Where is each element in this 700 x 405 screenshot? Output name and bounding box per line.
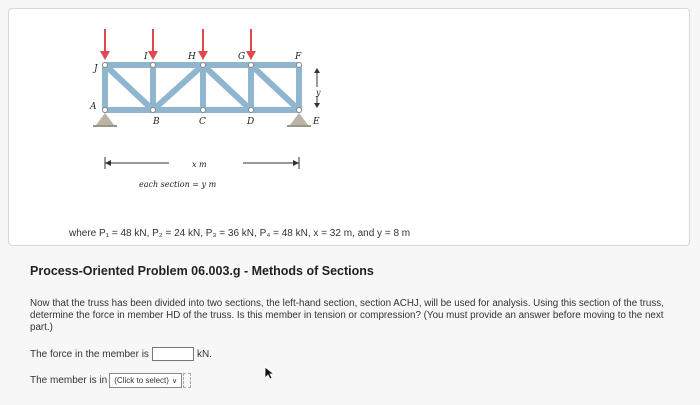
force-prompt: The force in the member is [30, 348, 149, 360]
span-label: x m [192, 160, 207, 169]
problem-title: Process-Oriented Problem 06.003.g - Methods of Sections [30, 264, 374, 278]
given-values: where P₁ = 48 kN, P₂ = 24 kN, P₃ = 36 kN, P₄ = 48 kN, x = 32 m, and y = 8 m [69, 228, 411, 239]
node-label-g: G [238, 52, 246, 62]
ground-a [93, 125, 117, 127]
problem-figure-card [8, 8, 690, 246]
chevron-down-icon: ∨ [171, 377, 178, 385]
node-label-j: J [94, 64, 98, 74]
mouse-pointer-icon [264, 366, 276, 380]
force-input[interactable] [152, 347, 194, 361]
node-label-b: B [153, 117, 160, 127]
truss-diagram [81, 27, 341, 197]
member-state-select[interactable] [109, 373, 182, 388]
member-select-label: (Click to select) [114, 376, 169, 385]
node-label-a: A [90, 102, 97, 112]
member-prompt: The member is in [30, 375, 108, 386]
node-label-d: D [247, 117, 255, 127]
answer-status-box [183, 373, 191, 388]
node-label-e: E [313, 117, 320, 127]
node-label-c: C [199, 117, 206, 127]
truss-members [105, 65, 299, 110]
load-arrows [100, 29, 256, 60]
node-label-i: I [144, 52, 148, 62]
force-answer-row [30, 347, 212, 361]
truss-svg [81, 27, 341, 197]
force-unit: kN. [196, 348, 212, 360]
node-label-h: H [188, 52, 196, 62]
problem-instructions: Now that the truss has been divided into two sections, the left-hand section, section ACHJ, will be used for analysis. Using this section of the truss, determine the force in member HD of the truss. Is this member in tension or compression? (You must provide an answer before moving to the next part.) [30, 298, 664, 333]
node-label-f: F [295, 52, 302, 62]
height-label: y [316, 88, 321, 97]
pin-support-a [96, 113, 114, 125]
section-length-label: each section = y m [139, 180, 217, 189]
member-state-row [30, 373, 191, 388]
roller-support-e [290, 113, 308, 125]
ground-e [287, 125, 311, 127]
